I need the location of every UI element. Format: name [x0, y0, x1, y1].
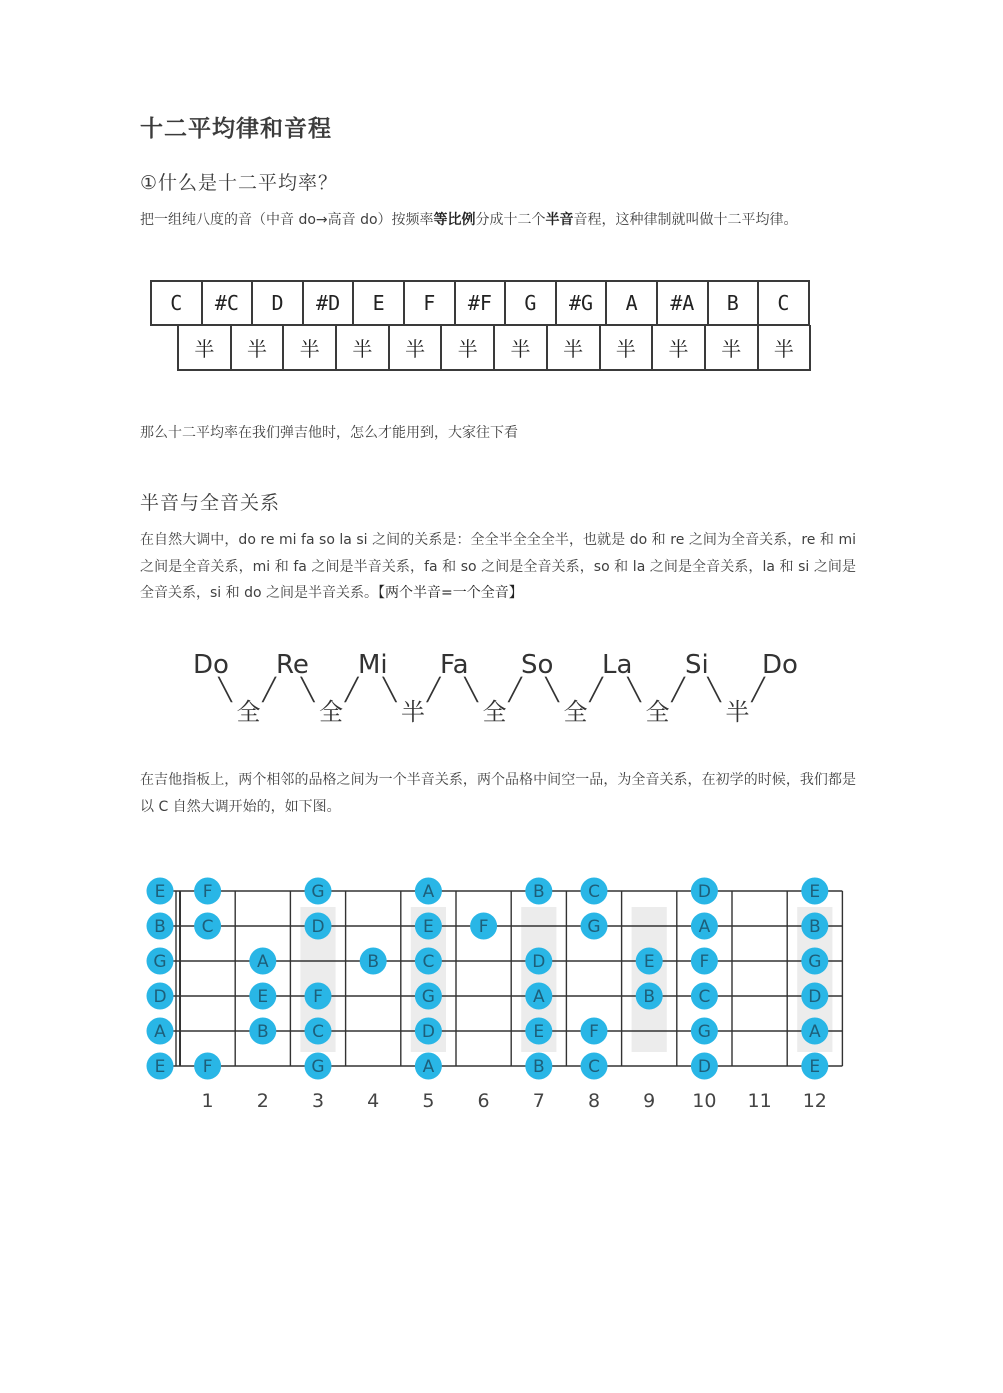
section1-paragraph [140, 207, 856, 234]
step-slash-left: ╲ [383, 678, 397, 703]
step-slash-right: ╱ [427, 678, 441, 703]
note-label: D [153, 987, 167, 1007]
solfege-name: Mi [358, 650, 388, 680]
step-label: 全 [482, 698, 507, 726]
note-label: G [311, 1057, 325, 1077]
fret-number: 12 [802, 1090, 827, 1112]
note-cell: #C [203, 282, 254, 324]
note-label: F [313, 987, 323, 1007]
fret-number: 5 [422, 1090, 435, 1112]
half-cell: 半 [706, 325, 759, 369]
note-cell: #F [456, 282, 507, 324]
step-slash-right: ╱ [589, 678, 603, 703]
note-cell: #G [557, 282, 608, 324]
fret-number: 7 [532, 1090, 545, 1112]
note-cell: C [759, 282, 810, 324]
note-label: A [422, 1057, 435, 1077]
section1-text-a: 把一组纯八度的音（中音 do→高音 do）按频率 [140, 212, 434, 228]
page-title: 十二平均律和音程 [140, 116, 332, 142]
step-label: 全 [645, 698, 670, 726]
note-cell: G [506, 282, 557, 324]
note-label: B [256, 1022, 269, 1042]
half-cell: 半 [759, 325, 812, 369]
note-label: F [202, 1057, 213, 1077]
step-slash-left: ╲ [627, 678, 641, 703]
note-cell: #D [304, 282, 355, 324]
step-slash-right: ╱ [508, 678, 522, 703]
note-label: E [154, 1057, 166, 1077]
note-label: C [312, 1022, 324, 1042]
fretboard-diagram [140, 870, 860, 1090]
note-label: A [422, 882, 435, 902]
note-label: C [698, 987, 711, 1007]
section2-text: 在自然大调中，do re mi fa so la si 之间的关系是：全全半全全全半，也就是 do 和 re 之间为全音关系，re 和 mi 之间是全音关系，mi 和 fa 之间是半音关系，fa 和 so 之间是全音关系，so 和 la 之间是全音关系，la 和 si 之间是全音关系，si 和 do 之间是半音关系。 [140, 532, 856, 601]
step-label: 全 [319, 698, 343, 726]
note-label: E [643, 952, 655, 972]
note-label: E [154, 882, 166, 902]
note-label: A [532, 987, 545, 1007]
step-slash-right: ╱ [345, 678, 359, 703]
note-label: G [311, 882, 325, 902]
note-label: D [421, 1022, 435, 1042]
half-cell: 半 [601, 325, 654, 369]
fret-number: 3 [311, 1090, 325, 1112]
solfege-name: La [602, 650, 633, 680]
note-cell: F [405, 282, 456, 324]
note-cell: C [152, 282, 203, 324]
half-cell: 半 [390, 325, 443, 369]
note-label: G [697, 1022, 711, 1042]
fret-number: 8 [587, 1090, 601, 1112]
section1-text-c: 音程，这种律制就叫做十二平均律。 [573, 212, 798, 228]
note-label: E [809, 1057, 821, 1077]
half-cell: 半 [284, 325, 337, 369]
solfege-name: Do [762, 650, 798, 680]
note-label: D [808, 987, 822, 1007]
note-label: B [532, 1057, 545, 1077]
half-cell: 半 [495, 325, 548, 369]
solfege-name: Fa [440, 650, 469, 680]
note-cell: A [607, 282, 658, 324]
section1-bold-a: 等比例 [433, 212, 476, 228]
section1-bold-b: 半音 [545, 212, 574, 228]
step-slash-right: ╱ [262, 678, 276, 703]
note-label: F [202, 882, 213, 902]
note-label: E [809, 882, 821, 902]
note-label: G [153, 952, 167, 972]
note-label: F [478, 917, 489, 937]
note-cell: E [354, 282, 405, 324]
step-slash-right: ╱ [671, 678, 685, 703]
note-label: A [154, 1022, 166, 1042]
half-cell: 半 [548, 325, 601, 369]
half-cell: 半 [337, 325, 390, 369]
note-label: F [699, 952, 710, 972]
note-label: C [422, 952, 435, 972]
step-label: 半 [401, 698, 425, 726]
section3-paragraph: 在吉他指板上，两个相邻的品格之间为一个半音关系，两个品格中间空一品，为全音关系，在初学的时候，我们都是以 C 自然大调开始的，如下图。 [140, 772, 856, 815]
fret-number: 11 [747, 1090, 772, 1112]
section1-heading: ①什么是十二平均率？ [140, 172, 339, 194]
note-label: F [589, 1022, 599, 1042]
fret-number: 9 [643, 1090, 656, 1112]
note-label: C [588, 882, 600, 902]
fret-number: 2 [256, 1090, 269, 1112]
note-label: C [588, 1057, 600, 1077]
semitone-half-row [177, 325, 811, 371]
note-label: A [808, 1022, 821, 1042]
semitone-note-row [150, 280, 810, 326]
note-label: D [311, 917, 325, 937]
section2-paragraph [140, 527, 856, 607]
note-label: B [154, 917, 166, 937]
half-cell: 半 [442, 325, 495, 369]
fret-number: 4 [367, 1090, 380, 1112]
solfege-name: Si [685, 650, 709, 680]
note-label: B [808, 917, 821, 937]
solfege-name: Re [276, 650, 309, 680]
fret-number: 10 [692, 1090, 717, 1112]
step-slash-left: ╲ [218, 678, 232, 703]
step-label: 全 [563, 698, 588, 726]
note-label: E [423, 917, 434, 937]
solfege-name: So [521, 650, 554, 680]
section2-heading: 半音与全音关系 [140, 492, 281, 514]
step-label: 半 [725, 698, 750, 726]
note-label: E [257, 987, 269, 1007]
half-cell: 半 [179, 325, 232, 369]
step-slash-right: ╱ [751, 678, 765, 703]
note-cell: B [709, 282, 760, 324]
step-slash-left: ╲ [707, 678, 721, 703]
solfege-name: Do [193, 650, 229, 680]
half-cell: 半 [232, 325, 285, 369]
note-label: B [643, 987, 656, 1007]
fret-number: 6 [477, 1090, 490, 1112]
note-label: B [532, 882, 545, 902]
note-label: B [367, 952, 380, 972]
note-label: E [533, 1022, 545, 1042]
note-label: A [256, 952, 269, 972]
note-label: D [697, 882, 711, 902]
section1-note: 那么十二平均率在我们弹吉他时，怎么才能用到，大家往下看 [140, 425, 518, 441]
note-cell: D [253, 282, 304, 324]
half-cell: 半 [653, 325, 706, 369]
step-slash-left: ╲ [545, 678, 559, 703]
step-label: 全 [236, 698, 261, 726]
step-slash-left: ╲ [464, 678, 478, 703]
note-cell: #A [658, 282, 709, 324]
fret-number: 1 [201, 1090, 214, 1112]
note-label: D [532, 952, 546, 972]
note-label: A [698, 917, 711, 937]
note-label: G [421, 987, 435, 1007]
note-label: C [201, 917, 214, 937]
note-label: G [808, 952, 822, 972]
note-label: G [587, 917, 601, 937]
section1-text-b: 分成十二个 [475, 212, 546, 228]
section2-bracket-note: 【两个半音=一个全音】 [378, 585, 523, 601]
step-slash-left: ╲ [301, 678, 315, 703]
note-label: D [697, 1057, 711, 1077]
